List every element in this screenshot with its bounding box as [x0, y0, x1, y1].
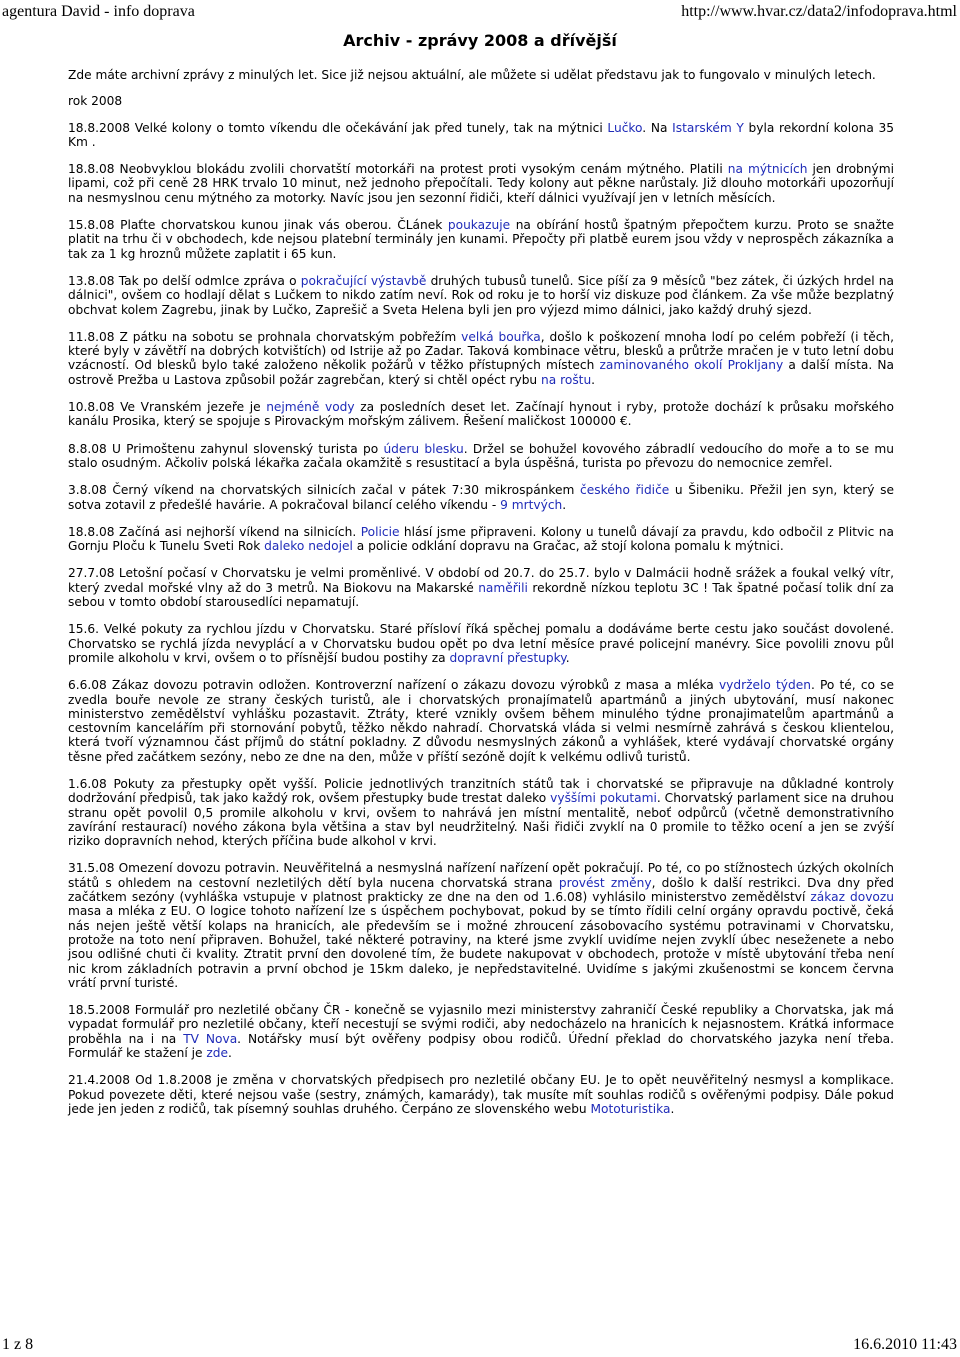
entry-text: 18.8.08 Neobvyklou blokádu zvolili chorvatští motorkáři na protest proti vysokým cenám mýtného. Platili: [68, 162, 728, 177]
entry-text: 27.7.08 Letošní počasí v Chorvatsku je velmi proměnlivé. V období od 20.7. do 25.7. bylo v Dalmácii hodně srážek a foukal velký vítr, který zvedal mořské vlny až do 3 metrů. Na Biokovu na Makarské: [68, 566, 894, 595]
entry-text: .: [565, 650, 570, 665]
entry-text: . Na: [642, 120, 673, 135]
news-entry: [68, 400, 894, 429]
header-site-name: agentura David - info doprava: [2, 3, 195, 20]
news-entry: [68, 1073, 894, 1116]
entry-text: na obírání hostů špatným přepočtem kurzu. Proto se snažte platit na trhu či v obchodech, kde nejsou platební terminály jen kunami. Přepočty při platbě eurem jsou vždy v neprospěch zákazníka a tak za 1 kg hroznů můžete zaplatit i 65 kun.: [68, 218, 894, 261]
entry-link[interactable]: na mýtnicích: [727, 162, 808, 177]
entry-link[interactable]: 9 mrtvých: [500, 497, 563, 512]
entry-link[interactable]: českého řidiče: [580, 483, 670, 498]
entry-link[interactable]: velká bouřka: [461, 329, 541, 344]
header-url: http://www.hvar.cz/data2/infodoprava.html: [681, 3, 957, 20]
entry-text: byla rekordní kolona 35 Km .: [68, 120, 894, 149]
entry-text: 18.8.2008 Velké kolony o tomto víkendu dle očekávání jak před tunely, tak na mýtnici: [68, 120, 608, 135]
entry-text: druhých tubusů tunelů. Sice píší za 9 měsíců "bez zátek, či úzkých hrdel na dálnici", ovšem co hodlají dělat s Lučkem to nikdo zatím neví. Rok od roku je to horší viz diskuze pod článkem. Za vše může bezplatný obchvat kolem Zagrebu, jinak by Lučko, Zaprešič a Sveta Helena byli jen pro výjezd mimo dálnici, jako každý druhý sjezd.: [68, 273, 894, 317]
footer-page-number: 1 z 8: [2, 1336, 34, 1353]
entry-text: jen drobnými lipami, což při ceně 28 HRK trvalo 10 minut, než jednoho přepočítali. Tedy kolony aut pěkne narůstaly. Již dlouho motorkáři upozorňují na nesmyslnou cenu mýtného za motorky. Navíc jsou jen sezonní řidiči, kteří dálnici využívají jen v letních měsících.: [68, 162, 894, 205]
entry-link[interactable]: úderu blesku: [383, 441, 464, 456]
news-entry: [68, 483, 894, 512]
print-footer: [0, 1332, 960, 1354]
entry-text: 13.8.08 Tak po delší odmlce zpráva o: [68, 273, 301, 288]
news-entry: [68, 678, 894, 764]
news-entry: [68, 162, 894, 205]
entry-link[interactable]: naměřili: [478, 580, 528, 595]
entry-text: 15.8.08 Plaťte chorvatskou kunou jinak vás oberou. ČLánek: [68, 218, 448, 233]
year-heading: rok 2008: [68, 94, 123, 109]
entry-text: 3.8.08 Černý víkend na chorvatských silnicích začal v pátek 7:30 mikrospánkem: [68, 483, 581, 498]
news-entry: [68, 777, 894, 848]
news-entries: [68, 121, 894, 1117]
page-title: [0, 31, 960, 55]
entry-text: za posledních deset let. Začínají hynout i ryby, protože dochází k průsaku mořského kanálu Prosika, který se spojuje s Pirovackým mořským zálivem. Řešení maličkost 100000 €.: [68, 400, 894, 429]
entry-text: a další místa. Na ostrově Prežba u Lastova způsobil požár zagrebčan, který si chtěl opéct rybu: [68, 358, 895, 387]
news-entry: [68, 622, 894, 665]
news-entry: [68, 218, 894, 261]
entry-text: 21.4.2008 Od 1.8.2008 je změna v chorvatských předpisech pro nezletilé občany EU. Je to opět neuvěřitelný nesmysl a komplikace. Pokud povezete děti, které nejsou vaše (sestry, známých, kamarády), tak musíte mít souhlas rodičů s ověřenými podpisy. Dále pokud jede jen jeden z rodičů, tak písemný souhlas druhého. Čerpáno ze slovenského webu: [68, 1073, 894, 1116]
entry-text: a policie odklání dopravu na Gračac, až stojí kolona pomalu k mýtnici.: [352, 539, 784, 554]
entry-link[interactable]: Lučko: [607, 120, 643, 135]
intro-paragraph: Zde máte archivní zprávy z minulých let. Sice již nejsou aktuální, ale můžete si udělat představu jak to fungovalo v minulých letech.: [68, 68, 876, 82]
entry-link[interactable]: zde: [206, 1046, 229, 1061]
entry-text: rekordně nízkou teplotu 3C ! Tak špatné počasí tolik dní za sebou v tomto období starousedlíci nepamatují.: [68, 580, 894, 610]
page-title-text: Archiv - zprávy 2008 a dřívější: [343, 31, 617, 50]
entry-link[interactable]: poukazuje: [447, 218, 511, 233]
entry-link[interactable]: TV Nova: [183, 1031, 238, 1046]
entry-text: 1.6.08 Pokuty za přestupky opět vyšší. Policie jednotlivých tranzitních států tak i chorvatské se připravuje na důkladné kontroly dodržování předpisů, tak jako každý rok, ovšem přestupky bude trestat daleko: [68, 776, 894, 806]
entry-text: .: [562, 497, 567, 512]
entry-link[interactable]: vydrželo týden: [718, 678, 811, 693]
entry-text: , došlo k další restrikci. Dva dny před začátkem sezóny (vyhláška vstupuje v platnost prakticky ze dne na den od 1.6.08) vyhlásilo ministerstvo zemědělství: [68, 875, 894, 905]
news-entry: [68, 121, 894, 150]
entry-text: hlásí jsme připraveni. Kolony u tunelů dávají za pravdu, kdo odbočil z Plitvic na Gornju Ploču k Tunelu Sveti Rok: [68, 524, 894, 554]
entry-link[interactable]: zákaz dovozu: [810, 890, 894, 905]
entry-text: 6.6.08 Zákaz dovozu potravin odložen. Kontroverzní nařízení o zákazu dovozu výrobků z masa a mléka: [68, 678, 719, 693]
news-entry: [68, 861, 894, 990]
entry-text: . Po té, co se zvedla bouře nevole ze strany českých turistů, ale i chorvatských pronajímatelů apartmánů a jiných ubytování, musí nakonec ministerstvo zemědělství vyhlášku pozastavit. Ztráty, které vznikly ovšem během minulého týdne pronajimatelům apartmánů a cestovním kancelářím při stornování pobytů, těžko někdo nahradí. Chorvatská vláda si velmi nesmírně zahrává s českou klientelou, která tvoří významnou část příjmů do státní pokladny. Z důvodu nesmyslných zákonů a vyhlášek, které vydávají chorvatské orgány těsne před začátkem sezóny, nebo ze dne na den, může v příští sezóně dojít k velkému odlivů turistů.: [68, 678, 895, 764]
entry-text: .: [591, 372, 596, 387]
entry-text: masa a mléka z EU. O logice tohoto nařízení lze s úspěchem pochybovat, pokud by se tímto řídili celní orgány opravdu poctivě, čeká nás nejen ještě větší kolaps na hranicích, ale především se i možné zhroucení zásobovacího systému potravinami v Chorvatsku, protože na toto není připraven. Bohužel, také některé potraviny, na které jsme zvyklí uvidíme nejen zvyklí úbec neseženete a nebo jsou odlišné chuti či kvality. Ztratit první den dovolené tím, že budete nakupovat v obchodech, protože v místě ubytování třeba není nic krom základních potravin a první obchod je 15km daleko, je nepředstavitelné. Uvidíme s jakými zkušenostmi se koncem června vrátí první turisté.: [68, 904, 894, 990]
entry-link[interactable]: daleko nedojel: [264, 539, 353, 554]
entry-text: 10.8.08 Ve Vranském jezeře je: [68, 400, 267, 415]
entry-link[interactable]: dopravní přestupky: [449, 650, 566, 665]
entry-link[interactable]: na roštu: [541, 372, 592, 387]
news-entry: [68, 330, 894, 387]
entry-link[interactable]: zaminovaného okolí Prokljany: [599, 358, 784, 373]
entry-link[interactable]: provést změny: [558, 875, 652, 890]
entry-text: 8.8.08 U Primoštenu zahynul slovenský turista po: [68, 441, 384, 456]
article-body: [68, 68, 894, 1129]
entry-link[interactable]: Istarském Y: [672, 120, 744, 135]
entry-text: 18.8.08 Začíná asi nejhorší víkend na silnicích.: [68, 524, 361, 539]
print-header: [0, 3, 960, 25]
entry-text: . Notářsky musí být ověřeny podpisy obou rodičů. Úřední překlad do chorvatského jazyka není třeba. Formulář ke stažení je: [68, 1031, 894, 1061]
entry-link[interactable]: Policie: [360, 524, 400, 539]
news-entry: [68, 442, 894, 471]
news-entry: [68, 1003, 894, 1060]
entry-link[interactable]: vyššími pokutami: [550, 791, 657, 806]
entry-text: 31.5.08 Omezení dovozu potravin. Neuvěřitelná a nesmyslná nařízení nařízení opět pokračují. Po té, co po stížnostech úzkých okolních států s ohledem na cestovní nezletilých dětí byla nucena chorvatská strana: [68, 861, 894, 890]
footer-timestamp: 16.6.2010 11:43: [853, 1336, 957, 1353]
entry-text: .: [228, 1046, 232, 1061]
entry-text: u Šibeniku. Přežil jen syn, který se sotva zotavil z předešlé havárie. A pokračoval bilancí celého víkendu -: [68, 483, 894, 512]
entry-text: . Chorvatský parlament sice na druhou stranu opět povolil 0,5 promile alkoholu v krvi, ovšem to nahrává jen místní mentalitě, neboť odpůrců (včetně demonstrativního zavírání restaurací) nového zákona byla většina a stav byl neudržitelný. Naši řidiči zvyklí na 0 promile to těžko ocení a jen se zvýší riziko dopravních nehod, kterých příčina bude alkohol v krvi.: [68, 791, 895, 849]
entry-text: 11.8.08 Z pátku na sobotu se prohnala chorvatským pobřežím: [68, 329, 462, 344]
news-entry: [68, 566, 894, 609]
entry-link[interactable]: pokračující výstavbě: [300, 273, 427, 288]
entry-text: , došlo k poškození mnoha lodí po celém pobřeží (i těch, které byly v závětří na dobrých kotvištích) od Istrije až po Zadar. Taková kombinace větru, blesků a průtrže mračen je v tuto letní dobu vzácností. Od blesků bylo také založeno několik požárů v těžko přístupných místech: [68, 329, 895, 373]
entry-text: 18.5.2008 Formulář pro nezletilé občany ČR - konečně se vyjasnilo mezi ministerstvy zahraničí České republiky a Chorvatska, jak má vypadat formulář pro nezletilé občany, kteří necestují se svými rodiči, aby nedocházelo na hranicích k nejasnostem. Krátká informace proběhla na i na: [68, 1003, 894, 1046]
news-entry: [68, 525, 894, 554]
news-entry: [68, 274, 894, 317]
entry-text: . Držel se bohužel kovového zábradlí vedoucího do moře a to se mu stalo osudným. Ačkoliv polská lékařka začala okamžitě s resustitací a byla úspěšná, turista po převozu do nemocnice zemřel.: [68, 441, 894, 470]
entry-text: 15.6. Velké pokuty za rychlou jízdu v Chorvatsku. Staré přísloví říká spěchej pomalu a dodáváme berte cestu jako součást dovolené. Chorvatsko se rychlá jízda nevyplácí a v Chorvatsku budou opět po dva letní měsíce pravé policejní manévry. Sice povolili znovu půl promile alkoholu v krvi, ovšem o to přísnější budou postihy za: [68, 622, 894, 665]
entry-link[interactable]: Mototuristika: [590, 1101, 671, 1116]
entry-text: .: [670, 1101, 675, 1116]
entry-link[interactable]: nejméně vody: [266, 400, 355, 415]
